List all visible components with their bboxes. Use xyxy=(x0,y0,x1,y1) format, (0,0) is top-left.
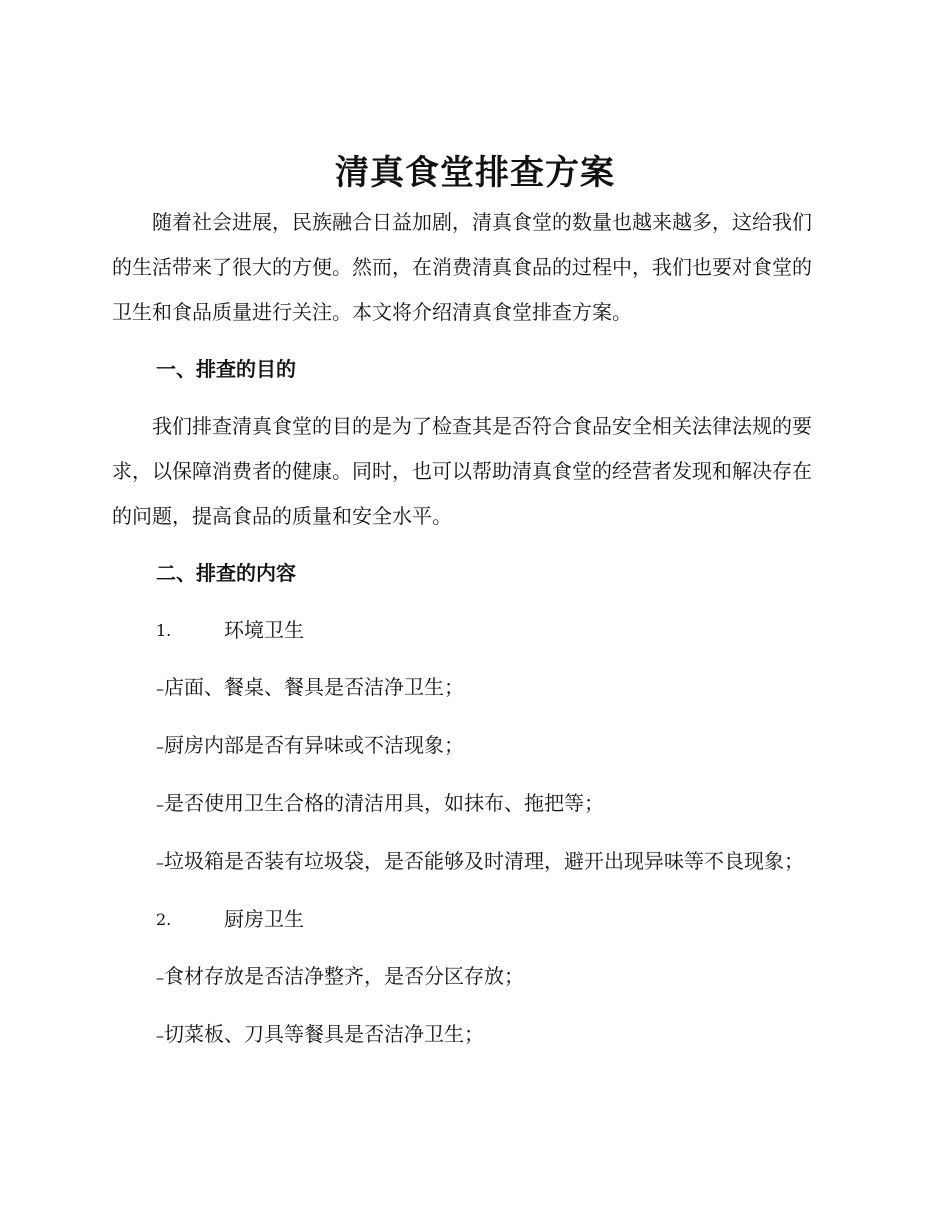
item-label: 厨房卫生 xyxy=(224,907,304,931)
list-item-text: 食材存放是否洁净整齐，是否分区存放； xyxy=(164,964,524,988)
page-title: 清真食堂排查方案 xyxy=(335,153,615,193)
item-number: 2. xyxy=(156,910,172,929)
item-number: 1. xyxy=(156,621,172,640)
dash-marker: – xyxy=(156,737,164,756)
list-item xyxy=(112,781,830,827)
list-item-text: 是否使用卫生合格的清洁用具，如抹布、拖把等； xyxy=(164,791,604,815)
list-item-text: 垃圾箱是否装有垃圾袋，是否能够及时清理，避开出现异味等不良现象； xyxy=(164,849,804,873)
dash-marker: – xyxy=(156,1026,164,1045)
section-heading-purpose: 一、排查的目的 xyxy=(156,357,296,381)
list-item xyxy=(112,954,830,1000)
section-heading-content: 二、排查的内容 xyxy=(156,561,296,585)
list-item xyxy=(112,839,830,885)
numbered-item-environment xyxy=(112,608,830,653)
dash-marker: – xyxy=(156,795,164,814)
purpose-paragraph: 我们排查清真食堂的目的是为了检查其是否符合食品安全相关法律法规的要求，以保障消费者的健康。同时，也可以帮助清真食堂的经营者发现和解决存在的问题，提高食品的质量和安全水平。 xyxy=(112,414,812,528)
dash-marker: – xyxy=(156,853,164,872)
list-item xyxy=(112,723,830,769)
list-item-text: 切菜板、刀具等餐具是否洁净卫生； xyxy=(164,1022,484,1046)
numbered-item-kitchen xyxy=(112,897,830,942)
dash-marker: – xyxy=(156,968,164,987)
list-item-text: 厨房内部是否有异味或不洁现象； xyxy=(164,733,464,757)
item-label: 环境卫生 xyxy=(224,618,304,642)
document-body xyxy=(112,200,830,1058)
list-item xyxy=(112,1012,830,1058)
intro-paragraph: 随着社会进展，民族融合日益加剧，清真食堂的数量也越来越多，这给我们的生活带来了很大的方便。然而，在消费清真食品的过程中，我们也要对食堂的卫生和食品质量进行关注。本文将介绍清真食堂排查方案。 xyxy=(112,210,812,324)
list-item-text: 店面、餐桌、餐具是否洁净卫生； xyxy=(164,675,464,699)
list-item xyxy=(112,665,830,711)
dash-marker: – xyxy=(156,679,164,698)
